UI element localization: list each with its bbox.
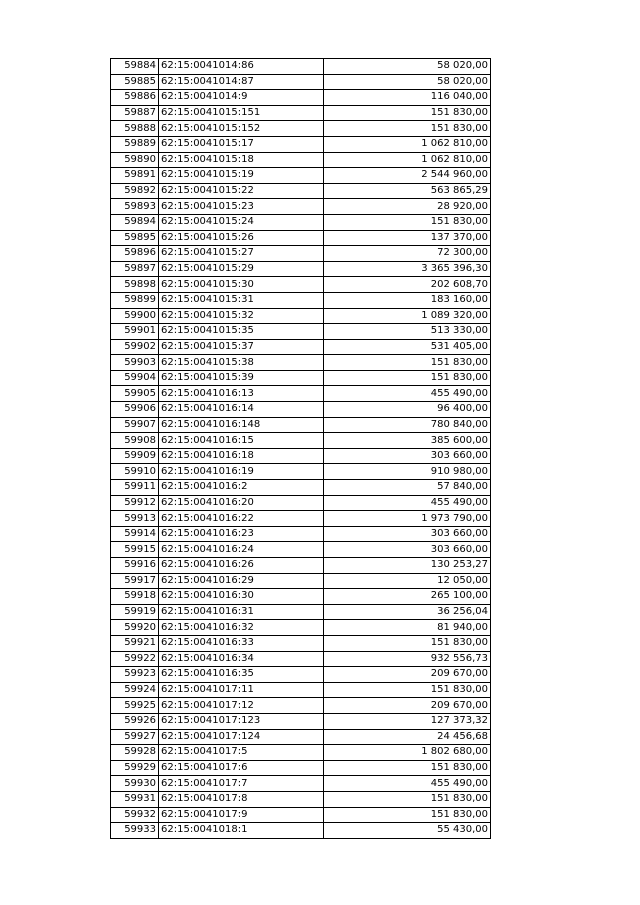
table-row	[111, 604, 491, 620]
table-row	[111, 651, 491, 667]
amount-cell: 265 100,00	[324, 589, 491, 605]
table-row	[111, 74, 491, 90]
row-number-cell: 59888	[111, 121, 159, 137]
table-row	[111, 511, 491, 527]
table-row	[111, 807, 491, 823]
cadastral-code-cell: 62:15:0041017:124	[159, 729, 324, 745]
row-number-cell: 59895	[111, 230, 159, 246]
table-row	[111, 59, 491, 75]
table-row	[111, 713, 491, 729]
amount-cell: 57 840,00	[324, 480, 491, 496]
row-number-cell: 59926	[111, 713, 159, 729]
amount-cell: 455 490,00	[324, 776, 491, 792]
row-number-cell: 59914	[111, 526, 159, 542]
row-number-cell: 59906	[111, 402, 159, 418]
row-number-cell: 59907	[111, 417, 159, 433]
cadastral-code-cell: 62:15:0041017:123	[159, 713, 324, 729]
table-row	[111, 370, 491, 386]
table-row	[111, 386, 491, 402]
cadastral-code-cell: 62:15:0041017:8	[159, 791, 324, 807]
table-row	[111, 292, 491, 308]
cadastral-code-cell: 62:15:0041016:35	[159, 667, 324, 683]
cadastral-code-cell: 62:15:0041015:31	[159, 292, 324, 308]
row-number-cell: 59913	[111, 511, 159, 527]
row-number-cell: 59918	[111, 589, 159, 605]
amount-cell: 563 865,29	[324, 183, 491, 199]
table-row	[111, 261, 491, 277]
table-row	[111, 745, 491, 761]
cadastral-code-cell: 62:15:0041017:6	[159, 760, 324, 776]
row-number-cell: 59903	[111, 355, 159, 371]
amount-cell: 1 089 320,00	[324, 308, 491, 324]
amount-cell: 2 544 960,00	[324, 168, 491, 184]
row-number-cell: 59920	[111, 620, 159, 636]
cadastral-code-cell: 62:15:0041015:18	[159, 152, 324, 168]
amount-cell: 151 830,00	[324, 682, 491, 698]
cadastral-code-cell: 62:15:0041016:22	[159, 511, 324, 527]
cadastral-code-cell: 62:15:0041017:5	[159, 745, 324, 761]
row-number-cell: 59929	[111, 760, 159, 776]
row-number-cell: 59898	[111, 277, 159, 293]
cadastral-code-cell: 62:15:0041016:34	[159, 651, 324, 667]
table-row	[111, 526, 491, 542]
row-number-cell: 59922	[111, 651, 159, 667]
table-row	[111, 791, 491, 807]
table-row	[111, 635, 491, 651]
amount-cell: 151 830,00	[324, 355, 491, 371]
row-number-cell: 59924	[111, 682, 159, 698]
row-number-cell: 59905	[111, 386, 159, 402]
table-row	[111, 90, 491, 106]
row-number-cell: 59896	[111, 246, 159, 262]
amount-cell: 36 256,04	[324, 604, 491, 620]
table-row	[111, 339, 491, 355]
amount-cell: 58 020,00	[324, 74, 491, 90]
cadastral-code-cell: 62:15:0041017:11	[159, 682, 324, 698]
row-number-cell: 59885	[111, 74, 159, 90]
row-number-cell: 59892	[111, 183, 159, 199]
table-row	[111, 760, 491, 776]
cadastral-code-cell: 62:15:0041015:24	[159, 214, 324, 230]
table-row	[111, 776, 491, 792]
cadastral-code-cell: 62:15:0041015:27	[159, 246, 324, 262]
table-row	[111, 464, 491, 480]
row-number-cell: 59921	[111, 635, 159, 651]
amount-cell: 513 330,00	[324, 324, 491, 340]
amount-cell: 151 830,00	[324, 635, 491, 651]
row-number-cell: 59912	[111, 495, 159, 511]
row-number-cell: 59932	[111, 807, 159, 823]
row-number-cell: 59915	[111, 542, 159, 558]
row-number-cell: 59893	[111, 199, 159, 215]
cadastral-code-cell: 62:15:0041016:14	[159, 402, 324, 418]
amount-cell: 151 830,00	[324, 807, 491, 823]
cadastral-code-cell: 62:15:0041017:12	[159, 698, 324, 714]
row-number-cell: 59904	[111, 370, 159, 386]
cadastral-code-cell: 62:15:0041016:26	[159, 558, 324, 574]
row-number-cell: 59909	[111, 448, 159, 464]
amount-cell: 130 253,27	[324, 558, 491, 574]
table-row	[111, 448, 491, 464]
table-row	[111, 355, 491, 371]
amount-cell: 1 802 680,00	[324, 745, 491, 761]
amount-cell: 1 973 790,00	[324, 511, 491, 527]
amount-cell: 151 830,00	[324, 214, 491, 230]
cadastral-code-cell: 62:15:0041015:22	[159, 183, 324, 199]
table-row	[111, 667, 491, 683]
cadastral-code-cell: 62:15:0041015:152	[159, 121, 324, 137]
cadastral-code-cell: 62:15:0041016:31	[159, 604, 324, 620]
row-number-cell: 59911	[111, 480, 159, 496]
cadastral-code-cell: 62:15:0041015:151	[159, 105, 324, 121]
row-number-cell: 59916	[111, 558, 159, 574]
cadastral-code-cell: 62:15:0041015:17	[159, 136, 324, 152]
row-number-cell: 59910	[111, 464, 159, 480]
table-row	[111, 573, 491, 589]
cadastral-code-cell: 62:15:0041017:7	[159, 776, 324, 792]
cadastral-code-cell: 62:15:0041015:35	[159, 324, 324, 340]
table-row	[111, 308, 491, 324]
row-number-cell: 59923	[111, 667, 159, 683]
amount-cell: 72 300,00	[324, 246, 491, 262]
table-row	[111, 417, 491, 433]
table-row	[111, 823, 491, 839]
table-row	[111, 558, 491, 574]
amount-cell: 209 670,00	[324, 667, 491, 683]
row-number-cell: 59900	[111, 308, 159, 324]
table-row	[111, 168, 491, 184]
row-number-cell: 59887	[111, 105, 159, 121]
table-row	[111, 105, 491, 121]
amount-cell: 910 980,00	[324, 464, 491, 480]
row-number-cell: 59889	[111, 136, 159, 152]
amount-cell: 96 400,00	[324, 402, 491, 418]
table-row	[111, 480, 491, 496]
amount-cell: 24 456,68	[324, 729, 491, 745]
table-row	[111, 214, 491, 230]
cadastral-code-cell: 62:15:0041016:24	[159, 542, 324, 558]
amount-cell: 28 920,00	[324, 199, 491, 215]
amount-cell: 455 490,00	[324, 386, 491, 402]
row-number-cell: 59908	[111, 433, 159, 449]
row-number-cell: 59917	[111, 573, 159, 589]
cadastral-code-cell: 62:15:0041015:29	[159, 261, 324, 277]
row-number-cell: 59925	[111, 698, 159, 714]
cadastral-code-cell: 62:15:0041014:86	[159, 59, 324, 75]
cadastral-code-cell: 62:15:0041015:23	[159, 199, 324, 215]
row-number-cell: 59930	[111, 776, 159, 792]
table-row	[111, 246, 491, 262]
amount-cell: 151 830,00	[324, 791, 491, 807]
row-number-cell: 59927	[111, 729, 159, 745]
amount-cell: 151 830,00	[324, 370, 491, 386]
data-table	[110, 58, 491, 839]
amount-cell: 780 840,00	[324, 417, 491, 433]
table-row	[111, 682, 491, 698]
row-number-cell: 59901	[111, 324, 159, 340]
cadastral-code-cell: 62:15:0041016:2	[159, 480, 324, 496]
row-number-cell: 59933	[111, 823, 159, 839]
cadastral-code-cell: 62:15:0041016:13	[159, 386, 324, 402]
cadastral-code-cell: 62:15:0041016:18	[159, 448, 324, 464]
amount-cell: 303 660,00	[324, 542, 491, 558]
table-body	[111, 59, 491, 839]
table-row	[111, 698, 491, 714]
cadastral-code-cell: 62:15:0041015:38	[159, 355, 324, 371]
amount-cell: 3 365 396,30	[324, 261, 491, 277]
row-number-cell: 59886	[111, 90, 159, 106]
row-number-cell: 59928	[111, 745, 159, 761]
amount-cell: 932 556,73	[324, 651, 491, 667]
cadastral-code-cell: 62:15:0041016:29	[159, 573, 324, 589]
amount-cell: 12 050,00	[324, 573, 491, 589]
table-row	[111, 729, 491, 745]
cadastral-code-cell: 62:15:0041016:20	[159, 495, 324, 511]
amount-cell: 116 040,00	[324, 90, 491, 106]
amount-cell: 55 430,00	[324, 823, 491, 839]
table-row	[111, 183, 491, 199]
amount-cell: 151 830,00	[324, 105, 491, 121]
amount-cell: 209 670,00	[324, 698, 491, 714]
table-row	[111, 136, 491, 152]
amount-cell: 385 600,00	[324, 433, 491, 449]
row-number-cell: 59931	[111, 791, 159, 807]
cadastral-code-cell: 62:15:0041018:1	[159, 823, 324, 839]
table-row	[111, 277, 491, 293]
table-row	[111, 620, 491, 636]
cadastral-code-cell: 62:15:0041015:26	[159, 230, 324, 246]
cadastral-code-cell: 62:15:0041016:23	[159, 526, 324, 542]
amount-cell: 531 405,00	[324, 339, 491, 355]
cadastral-code-cell: 62:15:0041016:148	[159, 417, 324, 433]
cadastral-code-cell: 62:15:0041016:30	[159, 589, 324, 605]
amount-cell: 303 660,00	[324, 526, 491, 542]
table-row	[111, 402, 491, 418]
amount-cell: 81 940,00	[324, 620, 491, 636]
table-row	[111, 324, 491, 340]
amount-cell: 58 020,00	[324, 59, 491, 75]
amount-cell: 137 370,00	[324, 230, 491, 246]
cadastral-code-cell: 62:15:0041015:37	[159, 339, 324, 355]
amount-cell: 455 490,00	[324, 495, 491, 511]
row-number-cell: 59919	[111, 604, 159, 620]
row-number-cell: 59902	[111, 339, 159, 355]
amount-cell: 1 062 810,00	[324, 152, 491, 168]
amount-cell: 303 660,00	[324, 448, 491, 464]
table-row	[111, 199, 491, 215]
amount-cell: 151 830,00	[324, 760, 491, 776]
cadastral-code-cell: 62:15:0041016:15	[159, 433, 324, 449]
cadastral-code-cell: 62:15:0041015:19	[159, 168, 324, 184]
row-number-cell: 59894	[111, 214, 159, 230]
row-number-cell: 59899	[111, 292, 159, 308]
cadastral-code-cell: 62:15:0041014:9	[159, 90, 324, 106]
cadastral-code-cell: 62:15:0041016:19	[159, 464, 324, 480]
amount-cell: 151 830,00	[324, 121, 491, 137]
cadastral-code-cell: 62:15:0041016:32	[159, 620, 324, 636]
cadastral-code-cell: 62:15:0041015:30	[159, 277, 324, 293]
table-row	[111, 433, 491, 449]
cadastral-code-cell: 62:15:0041016:33	[159, 635, 324, 651]
row-number-cell: 59890	[111, 152, 159, 168]
table-row	[111, 121, 491, 137]
cadastral-code-cell: 62:15:0041015:32	[159, 308, 324, 324]
table-row	[111, 542, 491, 558]
amount-cell: 127 373,32	[324, 713, 491, 729]
cadastral-code-cell: 62:15:0041015:39	[159, 370, 324, 386]
row-number-cell: 59897	[111, 261, 159, 277]
amount-cell: 183 160,00	[324, 292, 491, 308]
row-number-cell: 59884	[111, 59, 159, 75]
table-row	[111, 152, 491, 168]
cadastral-code-cell: 62:15:0041017:9	[159, 807, 324, 823]
row-number-cell: 59891	[111, 168, 159, 184]
table-row	[111, 495, 491, 511]
amount-cell: 1 062 810,00	[324, 136, 491, 152]
table-row	[111, 230, 491, 246]
amount-cell: 202 608,70	[324, 277, 491, 293]
cadastral-code-cell: 62:15:0041014:87	[159, 74, 324, 90]
table-row	[111, 589, 491, 605]
